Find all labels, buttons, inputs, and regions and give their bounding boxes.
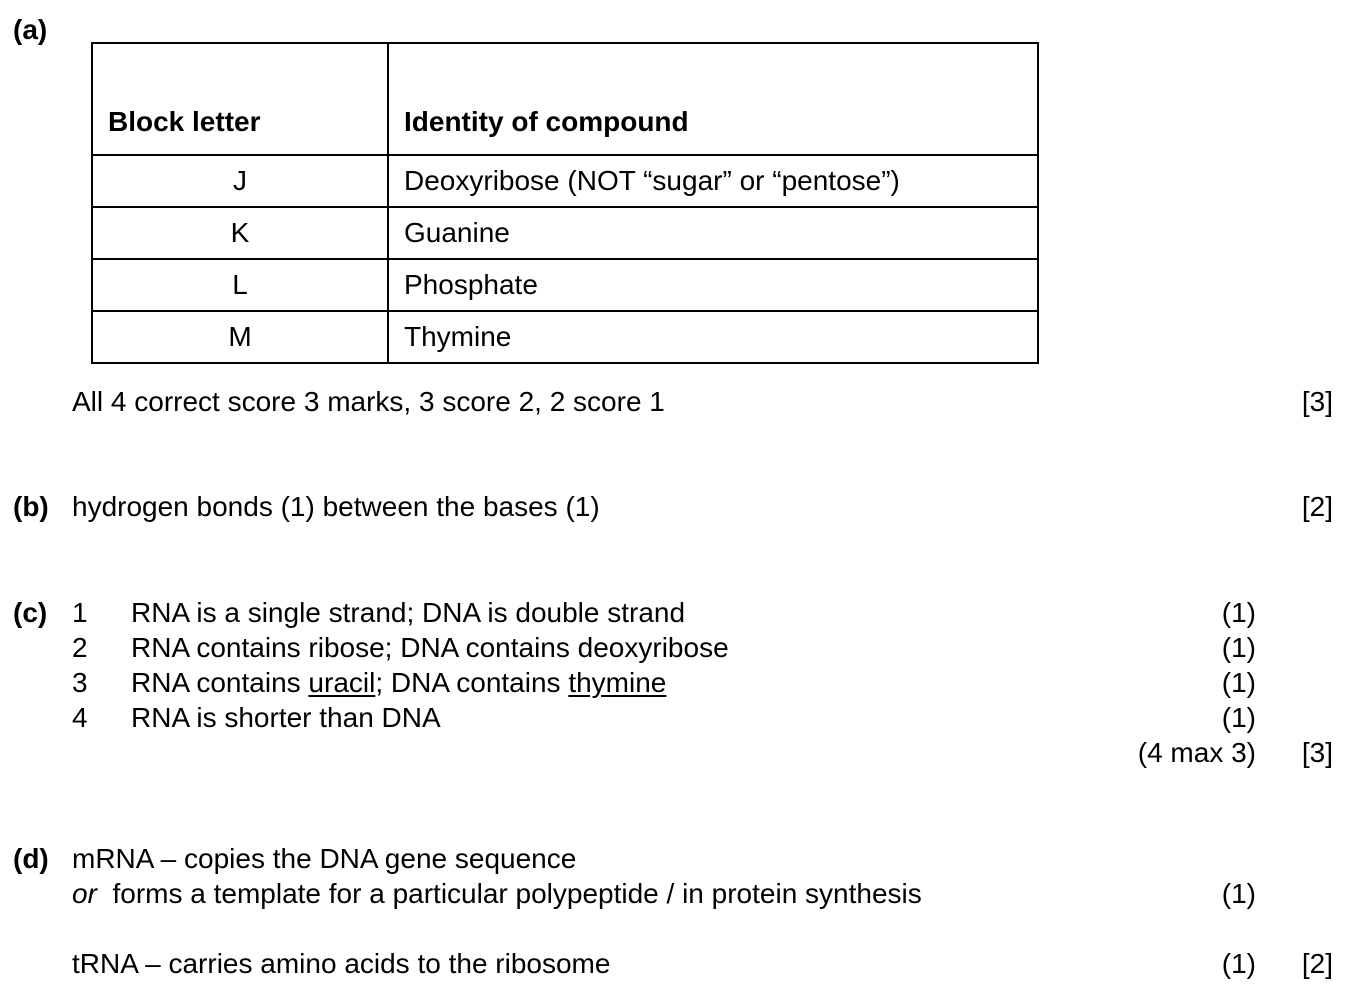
mrna-line-1: mRNA – copies the DNA gene sequence [72, 843, 577, 874]
cell-letter: K [92, 207, 388, 259]
part-c-max-note: (4 max 3) [1137, 737, 1256, 768]
table-row [92, 311, 1038, 363]
trna-line: tRNA – carries amino acids to the ribosome [72, 948, 611, 979]
point-text: RNA contains ribose; DNA contains deoxyribose [131, 632, 729, 663]
part-a-label: (a) [13, 14, 48, 45]
point-mark: (1) [1221, 597, 1256, 628]
part-b-label: (b) [13, 491, 49, 522]
table-header-row [92, 43, 1038, 155]
cell-identity: Guanine [388, 207, 1038, 259]
point-number: 4 [72, 702, 88, 733]
part-b-answer: hydrogen bonds (1) between the bases (1) [72, 491, 600, 522]
part-c-total: [3] [1301, 737, 1333, 768]
mrna-mark: (1) [1221, 878, 1256, 909]
header-block-letter: Block letter [92, 43, 388, 155]
cell-letter: J [92, 155, 388, 207]
cell-identity: Thymine [388, 311, 1038, 363]
table-row [92, 259, 1038, 311]
header-identity: Identity of compound [388, 43, 1038, 155]
mrna-line-2: or forms a template for a particular polypeptide / in protein synthesis [72, 878, 922, 909]
table-row [92, 207, 1038, 259]
underlined-thymine: thymine [568, 667, 667, 698]
compound-table [91, 42, 1039, 364]
part-a-total: [3] [1301, 386, 1333, 417]
point-mark: (1) [1221, 702, 1256, 733]
part-a-scoring-note: All 4 correct score 3 marks, 3 score 2, 2 score 1 [72, 386, 665, 417]
cell-identity: Deoxyribose (NOT “sugar” or “pentose”) [388, 155, 1038, 207]
point-number: 2 [72, 632, 88, 663]
or-word: or [72, 878, 97, 909]
part-d-total: [2] [1301, 948, 1333, 979]
part-d-label: (d) [13, 843, 49, 874]
point-mark: (1) [1221, 667, 1256, 698]
point-text: RNA is shorter than DNA [131, 702, 441, 733]
point-number: 3 [72, 667, 88, 698]
part-b-total: [2] [1301, 491, 1333, 522]
table-row [92, 155, 1038, 207]
trna-mark: (1) [1221, 948, 1256, 979]
cell-identity: Phosphate [388, 259, 1038, 311]
cell-letter: M [92, 311, 388, 363]
point-text: RNA contains uracil; DNA contains thymine [131, 667, 667, 698]
part-c-label: (c) [13, 597, 48, 628]
underlined-uracil: uracil [308, 667, 376, 698]
point-number: 1 [72, 597, 88, 628]
cell-letter: L [92, 259, 388, 311]
point-text: RNA is a single strand; DNA is double strand [131, 597, 686, 628]
point-mark: (1) [1221, 632, 1256, 663]
